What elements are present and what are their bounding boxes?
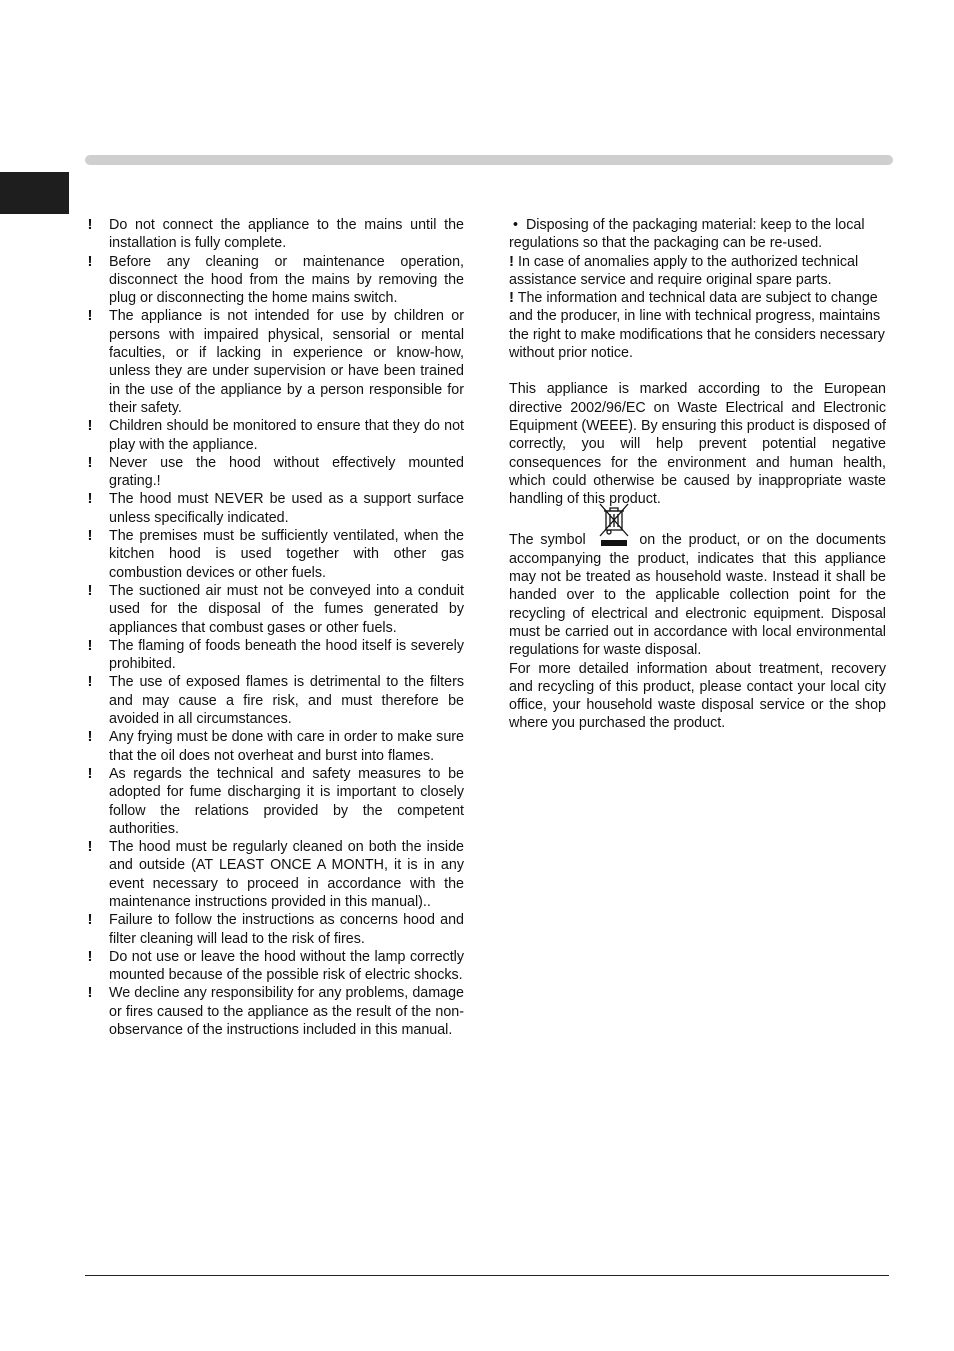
warning-mark-icon: ! (87, 216, 93, 233)
warning-item: ! Any frying must be done with care in order to make sure that the oil does not overheat and burst into flames. (85, 728, 464, 765)
weee-intro-paragraph: This appliance is marked according to the European directive 2002/96/EC on Waste Electrical and Electronic Equipment (WEEE). By ensuring this product is disposed of correctly, you will help prevent potential negative consequences for the environment and human health, which could otherwise be caused by inappropriate waste handling of this product. (509, 381, 886, 508)
warning-item: ! As regards the technical and safety measures to be adopted for fume discharging it is important to closely follow the relations provided by the competent authorities. (85, 765, 464, 838)
header-bar (85, 155, 893, 165)
bullet-icon: • (512, 217, 518, 233)
warning-mark-icon: ! (87, 490, 93, 508)
language-tab (0, 172, 69, 214)
warning-item: ! Before any cleaning or maintenance operation, disconnect the hood from the mains by removing the plug or disconnecting the home mains switch. (85, 253, 464, 308)
warning-mark-icon: ! (87, 947, 93, 965)
warning-item: ! The premises must be sufficiently ventilated, when the kitchen hood is used together with other gas combustion devices or other fuels. (85, 527, 464, 582)
warning-item: ! The flaming of foods beneath the hood itself is severely prohibited. (85, 637, 464, 674)
warning-item: ! Do not connect the appliance to the mains until the installation is fully complete. (85, 216, 464, 253)
warning-item: ! The use of exposed flames is detrimental to the filters and may cause a fire risk, and must therefore be avoided in all circumstances. (85, 673, 464, 728)
warning-mark-icon: ! (87, 764, 93, 782)
warning-item: ! The suctioned air must not be conveyed into a conduit used for the disposal of the fumes generated by appliances that combust gases or other fuels. (85, 582, 464, 637)
warning-item: ! Failure to follow the instructions as concerns hood and filter cleaning will lead to the risk of fires. (85, 911, 464, 948)
warning-item: ! We decline any responsibility for any problems, damage or fires caused to the appliance as the result of the non-observance of the instructions included in this manual. (85, 984, 464, 1039)
anomalies-paragraph: ! In case of anomalies apply to the authorized technical assistance service and require original spare parts. (509, 252, 859, 288)
warning-mark-icon: ! (87, 417, 93, 435)
weee-symbol-paragraph: The symbol on the product, or on the documents accompanying the product, indicates that this appliance may not be treated as household waste. Instead it shall be handed over to the applicable collection point for the recycling of electrical and electronic equipment. Disposal must be carried out in accordance with local environmental regulations for waste disposal. (509, 508, 886, 659)
warning-mark-icon: ! (87, 984, 93, 1002)
warning-mark-icon: ! (87, 252, 93, 270)
warning-mark-icon: ! (87, 911, 93, 929)
warning-mark-icon: ! (87, 728, 93, 746)
warning-item: ! The hood must be regularly cleaned on both the inside and outside (AT LEAST ONCE A MONTH, it is in any event necessary to proceed in accordance with the maintenance instructions provided in this manual).. (85, 838, 464, 911)
disposal-info-column (509, 216, 886, 733)
packaging-paragraph: • Disposing of the packaging material: keep to the local regulations so that the packaging can be re-used. (509, 217, 865, 252)
warning-item: ! Children should be monitored to ensure that they do not play with the appliance. (85, 417, 464, 454)
warning-mark-icon: ! (87, 636, 93, 654)
warning-item: ! The appliance is not intended for use by children or persons with impaired physical, sensorial or mental faculties, or if lacking in experience or know-how, unless they are under supervision or have been trained in the use of the appliance by a person responsible for their safety. (85, 307, 464, 417)
technical-data-paragraph: ! The information and technical data are subject to change and the producer, in line with technical progress, maintains the right to make modifications that he considers necessary without prior notice. (509, 289, 885, 362)
warning-mark-icon: ! (87, 527, 93, 545)
warning-mark-icon: ! (509, 252, 514, 270)
safety-warnings-column (85, 216, 464, 1039)
warning-mark-icon: ! (87, 673, 93, 691)
crossed-out-wheelie-bin-icon (596, 530, 630, 544)
warning-mark-icon: ! (87, 581, 93, 599)
more-info-paragraph: For more detailed information about treatment, recovery and recycling of this product, please contact your local city office, your household waste disposal service or the shop where you purchased the product. (509, 660, 886, 732)
warning-mark-icon: ! (87, 838, 93, 856)
warning-item: ! Do not use or leave the hood without the lamp correctly mounted because of the possible risk of electric shocks. (85, 948, 464, 985)
warning-mark-icon: ! (87, 307, 93, 325)
warning-item: ! The hood must NEVER be used as a support surface unless specifically indicated. (85, 490, 464, 527)
warning-mark-icon: ! (87, 453, 93, 471)
warning-mark-icon: ! (509, 289, 514, 307)
footer-rule (85, 1275, 889, 1276)
warning-item: ! Never use the hood without effectively mounted grating.! (85, 454, 464, 491)
